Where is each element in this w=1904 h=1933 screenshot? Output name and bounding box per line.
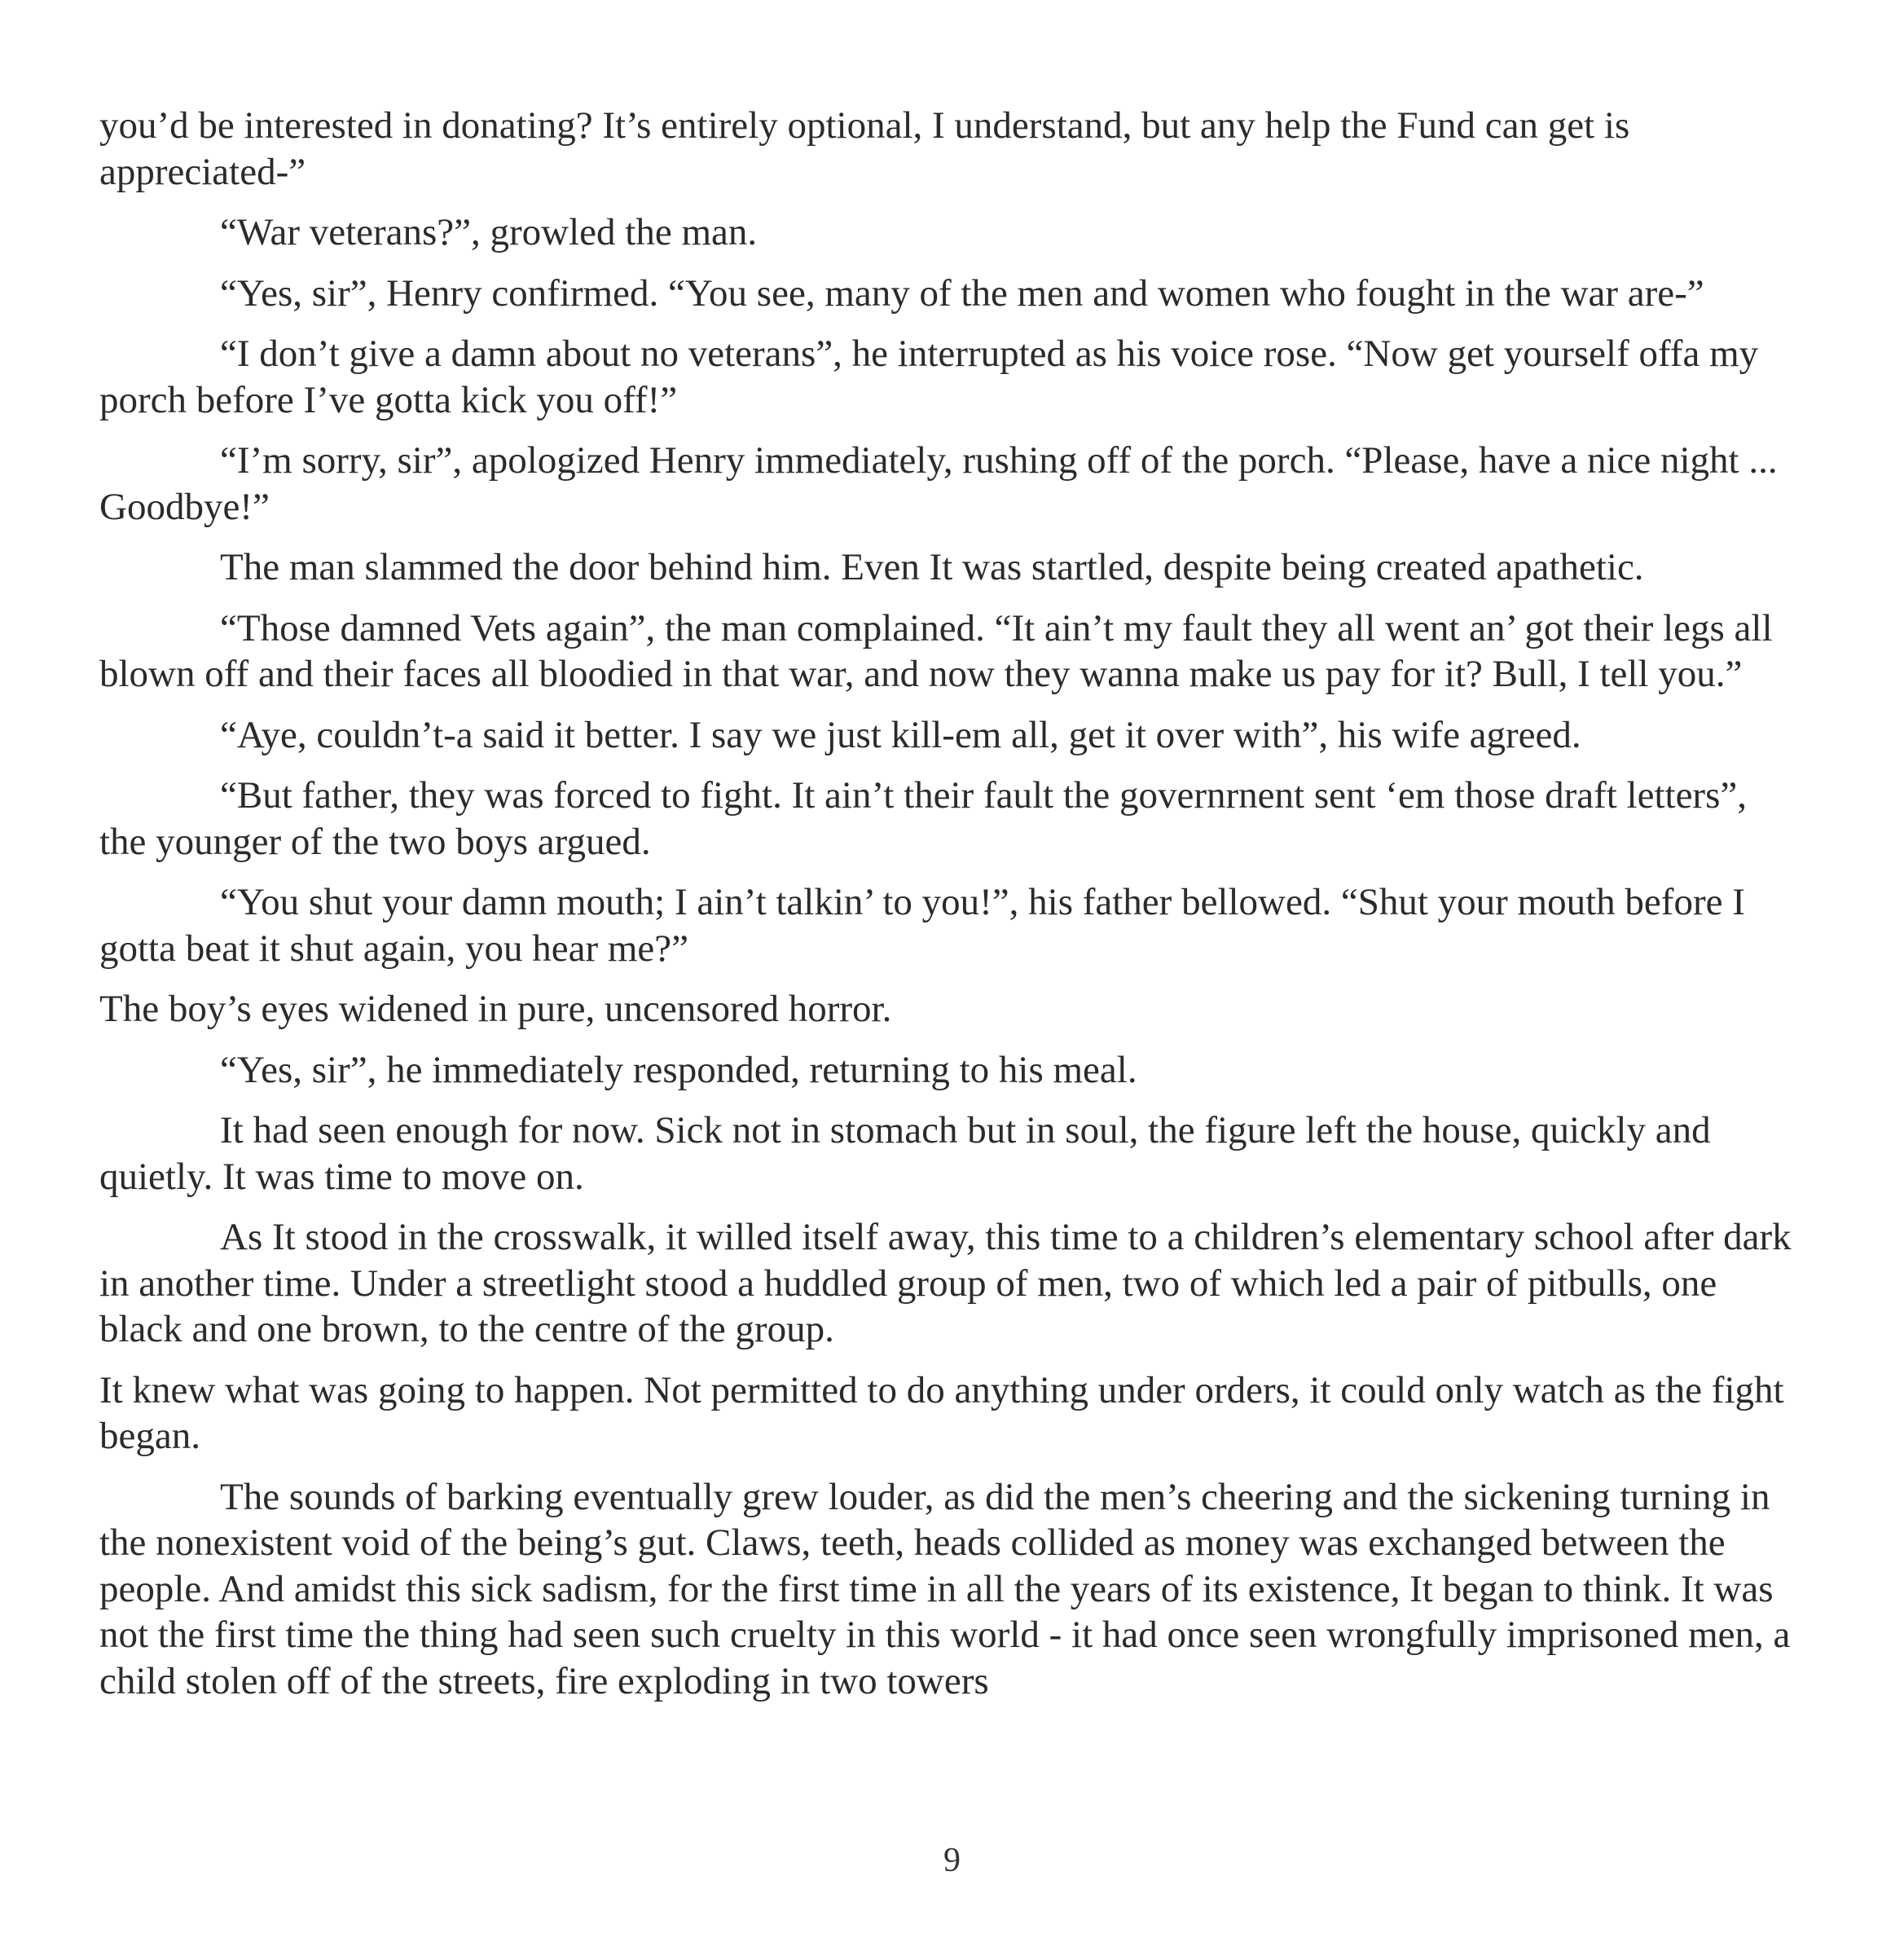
paragraph: “I’m sorry, sir”, apologized Henry immediately, rushing off of the porch. “Please, have a nice night ... Goodbye!” [99, 439, 1778, 528]
paragraph: It had seen enough for now. Sick not in stomach but in soul, the figure left the house, quickly and quietly. It was time to move on. [99, 1109, 1711, 1198]
paragraph: “I don’t give a damn about no veterans”, he interrupted as his voice rose. “Now get yourself offa my porch before I’ve gotta kick you off!” [99, 332, 1759, 421]
paragraph: The sounds of barking eventually grew louder, as did the men’s cheering and the sickening turning in the nonexistent void of the being’s gut. Claws, teeth, heads collided as money was exchanged between the people. And amidst this sick sadism, for the first time in all the years of its existence, It began to think. It was not the first time the thing had seen such cruelty in this world - it had once seen wrongfully imprisoned men, a child stolen off of the streets, fire exploding in two towers [99, 1475, 1791, 1702]
paragraph: “Yes, sir”, he immediately responded, returning to his meal. [220, 1048, 1137, 1091]
paragraph: The man slammed the door behind him. Even It was startled, despite being created apathetic. [220, 546, 1644, 588]
paragraph: As It stood in the crosswalk, it willed itself away, this time to a children’s elementary school after dark in another time. Under a streetlight stood a huddled group of men, two of which led a pair of pitbulls, one black and one brown, to the centre of the group. [99, 1216, 1792, 1350]
paragraph: “Yes, sir”, Henry confirmed. “You see, many of the men and women who fought in the war are-” [220, 271, 1704, 315]
paragraph: The boy’s eyes widened in pure, uncensored horror. [99, 988, 892, 1030]
page-number: 9 [943, 1842, 961, 1879]
paragraph: “You shut your damn mouth; I ain’t talkin’ to you!”, his father bellowed. “Shut your mouth before I gotta beat it shut again, you hear me?” [99, 881, 1745, 970]
paragraph: you’d be interested in donating? It’s entirely optional, I understand, but any help the Fund can get is appreciated-” [99, 104, 1630, 193]
paragraph: It knew what was going to happen. Not permitted to do anything under orders, it could only watch as the fight began. [99, 1368, 1784, 1457]
paragraph: “Those damned Vets again”, the man complained. “It ain’t my fault they all went an’ got their legs all blown off and their faces all bloodied in that war, and now they wanna make us pay for it? Bull, I tell you.” [99, 606, 1773, 695]
paragraph: “Aye, couldn’t-a said it better. I say we just kill-em all, get it over with”, his wife agreed. [220, 713, 1581, 756]
paragraph: “But father, they was forced to fight. It ain’t their fault the governrnent sent ‘em those draft letters”, the younger of the two boys argued. [99, 774, 1747, 863]
paragraph: “War veterans?”, growled the man. [220, 211, 758, 253]
body-text [99, 103, 1794, 1719]
